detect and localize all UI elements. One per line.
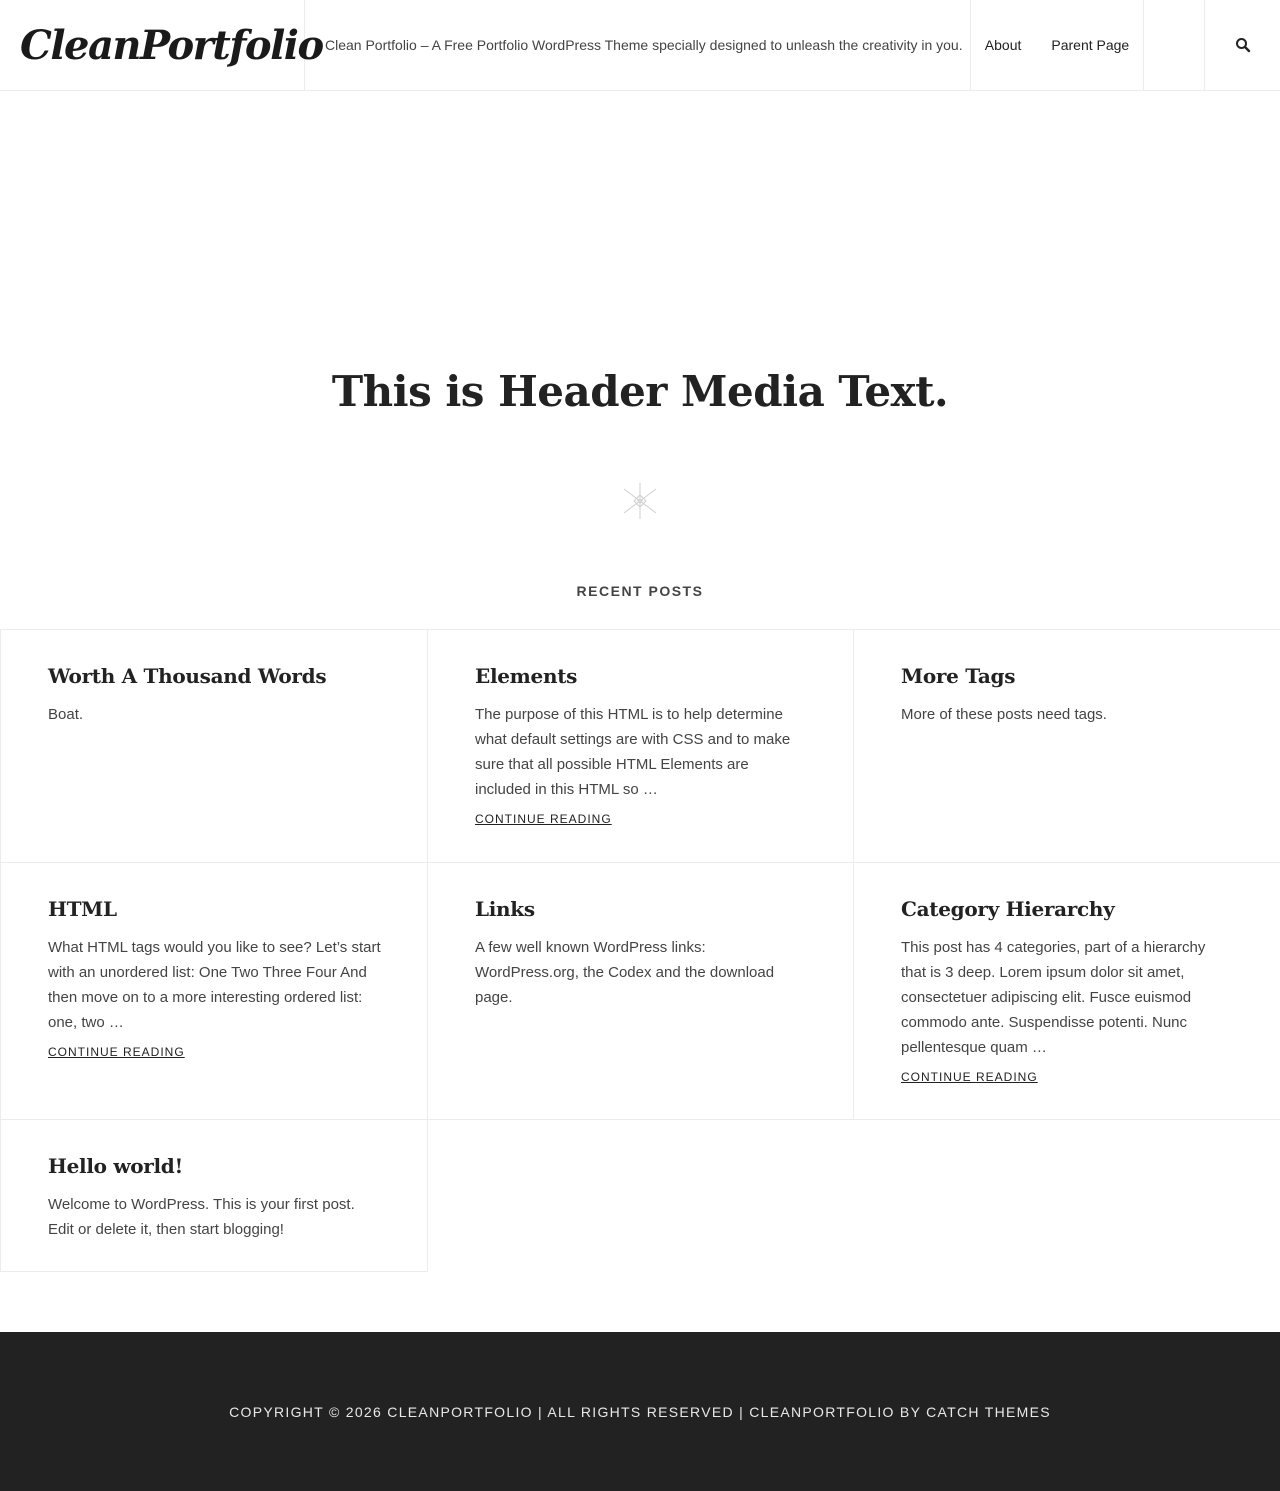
post-title[interactable]: More Tags — [901, 664, 1016, 688]
search-icon[interactable] — [1235, 37, 1251, 53]
post-title[interactable]: Category Hierarchy — [901, 897, 1115, 921]
ornament-icon — [620, 481, 660, 521]
post-title[interactable]: Hello world! — [48, 1154, 183, 1178]
continue-reading-link[interactable]: CONTINUE READING — [475, 812, 612, 826]
site-header — [0, 0, 1280, 91]
footer-copyright: COPYRIGHT © 2026 CLEANPORTFOLIO | ALL RIGHTS RESERVED | CLEANPORTFOLIO BY CATCH THEMES — [229, 1403, 1051, 1420]
brand — [0, 0, 323, 90]
continue-reading-link[interactable]: CONTINUE READING — [48, 1045, 185, 1059]
site-tagline: Clean Portfolio – A Free Portfolio WordPress Theme specially designed to unleash the creativity in you. — [325, 37, 963, 53]
post-title[interactable]: Worth A Thousand Words — [48, 664, 327, 688]
header-media — [0, 91, 1280, 421]
recent-posts-title: RECENT POSTS — [576, 583, 704, 599]
post-excerpt: What HTML tags would you like to see? Let’s start with an unordered list: One Two Three Four And then move on to a more interesting ordered list: one, two … — [48, 939, 381, 1031]
post-card — [0, 1119, 428, 1272]
post-excerpt: A few well known WordPress links: WordPress.org, the Codex and the download page. — [475, 939, 775, 1006]
post-card — [427, 629, 854, 863]
header-spacer — [1144, 0, 1205, 90]
post-card — [0, 862, 428, 1120]
post-title[interactable]: HTML — [48, 897, 117, 921]
empty-cell — [427, 1119, 854, 1272]
post-title[interactable]: Links — [475, 897, 535, 921]
header-media-text: This is Header Media Text. — [331, 367, 949, 416]
post-excerpt: This post has 4 categories, part of a hierarchy that is 3 deep. Lorem ipsum dolor sit amet, consectetuer adipiscing elit. Fusce euismod commodo ante. Suspendisse potenti. Nunc pellentesque quam … — [901, 939, 1206, 1056]
empty-cell — [853, 1119, 1280, 1272]
primary-nav — [971, 0, 1144, 90]
recent-posts-grid — [0, 629, 1280, 1271]
post-excerpt: More of these posts need tags. — [901, 706, 1107, 723]
post-card — [853, 629, 1280, 863]
post-excerpt: The purpose of this HTML is to help determine what default settings are with CSS and to make sure that all possible HTML Elements are included in this HTML so … — [475, 706, 791, 798]
section-divider — [0, 421, 1280, 581]
site-title[interactable]: CleanPortfolio — [20, 21, 323, 69]
nav-item-about[interactable]: About — [984, 37, 1022, 53]
nav-item-parent-page[interactable]: Parent Page — [1051, 37, 1130, 53]
continue-reading-link[interactable]: CONTINUE READING — [901, 1070, 1038, 1084]
post-excerpt: Welcome to WordPress. This is your first post. Edit or delete it, then start blogging! — [48, 1196, 355, 1238]
post-card — [0, 629, 428, 863]
post-card — [853, 862, 1280, 1120]
tagline-cell — [305, 0, 971, 90]
search-toggle[interactable] — [1205, 0, 1280, 90]
site-footer — [0, 1332, 1280, 1491]
post-title[interactable]: Elements — [475, 664, 578, 688]
post-excerpt: Boat. — [48, 706, 84, 723]
post-card — [427, 862, 854, 1120]
